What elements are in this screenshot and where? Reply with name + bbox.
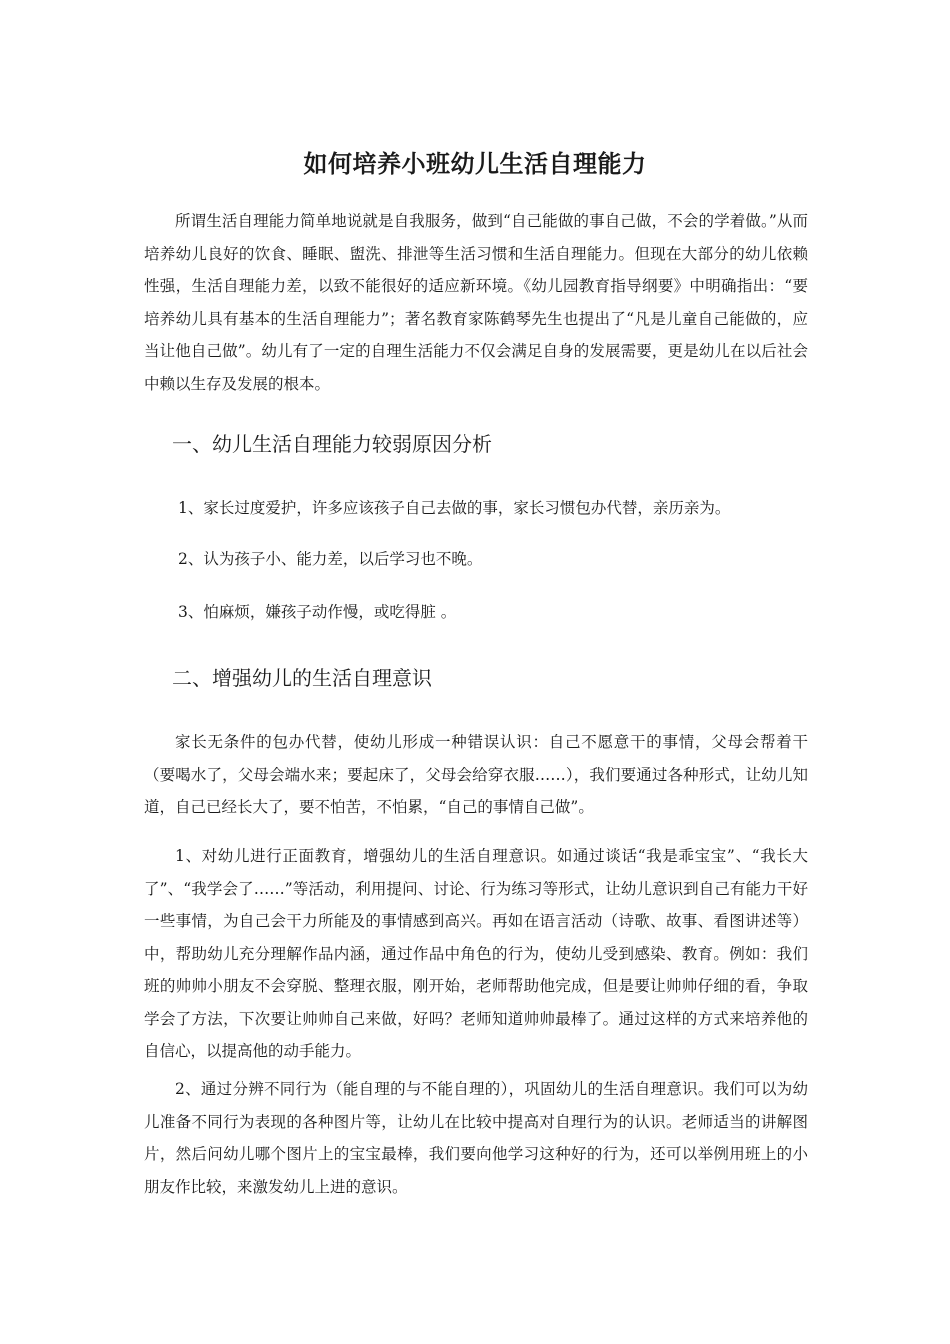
intro-paragraph: 所谓生活自理能力简单地说就是自我服务，做到“自己能做的事自己做，不会的学着做。”从而培养幼儿良好的饮食、睡眠、盥洗、排泄等生活习惯和生活自理能力。但现在大部分的幼儿依赖性强，生活自理能力差，以致不能很好的适应新环境。《幼儿园教育指导纲要》中明确指出：“要培养幼儿具有基本的生活自理能力”；著名教育家陈鹤琴先生也提出了“凡是儿童自己能做的，应当让他自己做”。幼儿有了一定的自理生活能力不仅会满足自身的发展需要，更是幼儿在以后社会中赖以生存及发展的根本。: [144, 212, 808, 393]
section-heading-2: 二、增强幼儿的生活自理意识: [172, 666, 432, 690]
body-paragraph: 家长无条件的包办代替，使幼儿形成一种错误认识：自己不愿意干的事情，父母会帮着干（要喝水了，父母会端水来；要起床了，父母会给穿衣服……），我们要通过各种形式，让幼儿知道，自己已经长大了，要不怕苦，不怕累，“自己的事情自己做”。: [144, 733, 808, 816]
list-item: 2、认为孩子小、能力差，以后学习也不晚。: [178, 550, 483, 568]
list-item: 1、家长过度爱护，许多应该孩子自己去做的事，家长习惯包办代替，亲历亲为。: [178, 499, 731, 517]
body-paragraph: 2、通过分辨不同行为（能自理的与不能自理的），巩固幼儿的生活自理意识。我们可以为幼儿准备不同行为表现的各种图片等，让幼儿在比较中提高对自理行为的认识。老师适当的讲解图片，然后问幼儿哪个图片上的宝宝最棒，我们要向他学习这种好的行为，还可以举例用班上的小朋友作比较，来激发幼儿上进的意识。: [144, 1080, 808, 1196]
body-paragraph: 1、对幼儿进行正面教育，增强幼儿的生活自理意识。如通过谈话“我是乖宝宝”、“我长大了”、“我学会了……”等活动，利用提问、讨论、行为练习等形式，让幼儿意识到自己有能力干好一些事情，为自己会干力所能及的事情感到高兴。再如在语言活动（诗歌、故事、看图讲述等）中，帮助幼儿充分理解作品内涵，通过作品中角色的行为，使幼儿受到感染、教育。例如：我们班的帅帅小朋友不会穿脱、整理衣服，刚开始，老师帮助他完成，但是要让帅帅仔细的看，争取学会了方法，下次要让帅帅自己来做，好吗？老师知道帅帅最棒了。通过这样的方式来培养他的自信心，以提高他的动手能力。: [144, 847, 808, 1060]
list-item: 3、怕麻烦，嫌孩子动作慢，或吃得脏 。: [178, 603, 457, 621]
section-heading-1: 一、幼儿生活自理能力较弱原因分析: [172, 432, 492, 456]
document-title: 如何培养小班幼儿生活自理能力: [303, 150, 647, 179]
